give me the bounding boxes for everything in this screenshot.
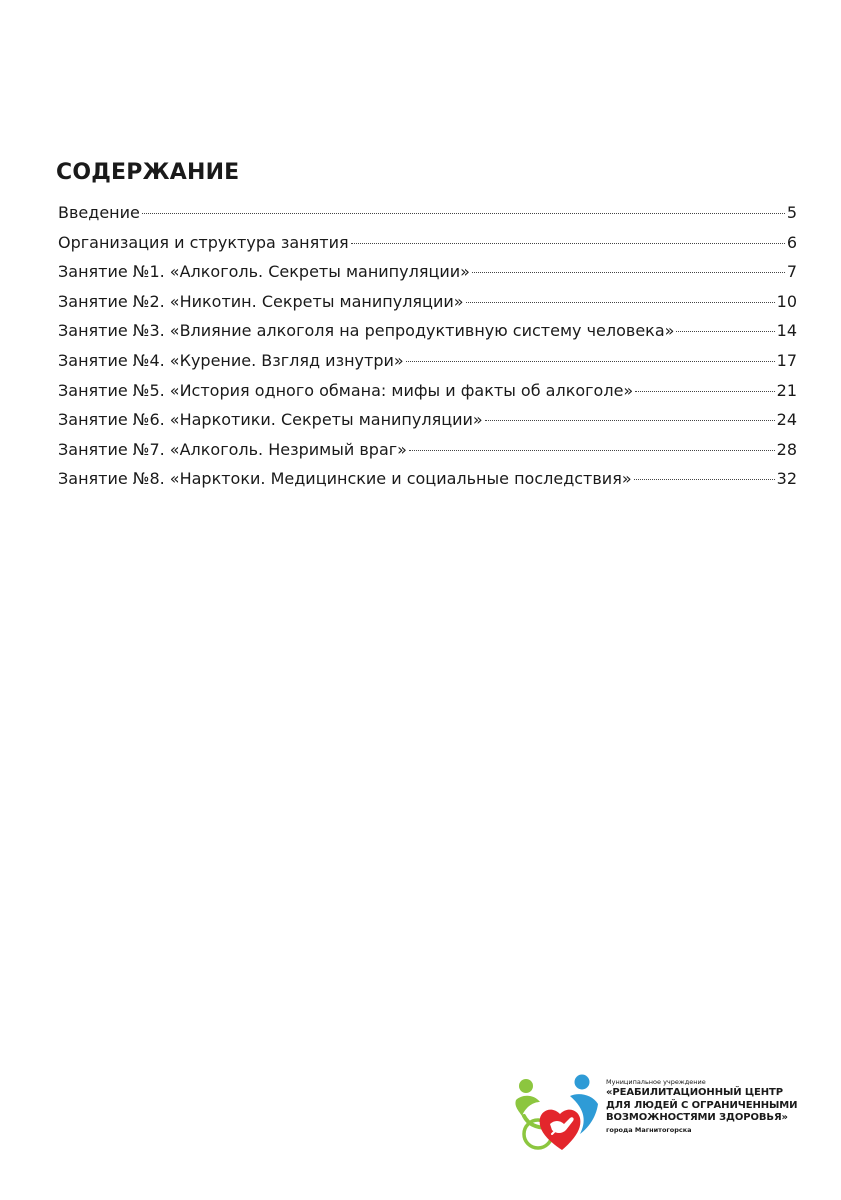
toc-entry-page: 24	[776, 410, 797, 430]
logo-name-line: «РЕАБИЛИТАЦИОННЫЙ ЦЕНТР	[606, 1087, 784, 1098]
toc-entry[interactable]	[58, 316, 797, 346]
toc-dot-leader	[635, 391, 774, 392]
logo-name-line: ДЛЯ ЛЮДЕЙ С ОГРАНИЧЕННЫМИ	[606, 1099, 798, 1111]
toc-title: СОДЕРЖАНИЕ	[56, 160, 240, 185]
logo-org-type: Муниципальное учреждение	[606, 1078, 706, 1086]
toc-dot-leader	[634, 479, 775, 480]
toc-entry-label: Занятие №5. «История одного обмана: мифы и факты об алкоголе»	[58, 380, 634, 400]
toc-dot-leader	[142, 213, 785, 214]
toc-entry[interactable]	[58, 405, 797, 435]
toc-entry-page: 10	[776, 291, 797, 311]
toc-entry-page: 21	[776, 380, 797, 400]
toc-entry[interactable]	[58, 257, 797, 287]
toc-entry[interactable]	[58, 198, 797, 228]
toc-entry[interactable]	[58, 435, 797, 465]
logo-name-line: ВОЗМОЖНОСТЯМИ ЗДОРОВЬЯ»	[606, 1112, 788, 1123]
toc-dot-leader	[409, 450, 775, 451]
toc-entry[interactable]	[58, 464, 797, 494]
toc-entry-label: Занятие №4. «Курение. Взгляд изнутри»	[58, 350, 404, 370]
toc-entry[interactable]	[58, 287, 797, 317]
toc-dot-leader	[466, 302, 775, 303]
toc-dot-leader	[676, 331, 774, 332]
toc-list	[58, 198, 797, 494]
toc-entry-page: 14	[776, 321, 797, 341]
toc-entry-page: 7	[786, 262, 797, 282]
toc-entry-label: Занятие №1. «Алкоголь. Секреты манипуляции»	[58, 262, 470, 282]
toc-entry-page: 5	[786, 203, 797, 222]
toc-entry-page: 32	[776, 469, 797, 489]
toc-entry-label: Занятие №7. «Алкоголь. Незримый враг»	[58, 439, 407, 459]
toc-entry-label: Занятие №2. «Никотин. Секреты манипуляции»	[58, 291, 464, 311]
toc-entry[interactable]	[58, 228, 797, 258]
toc-entry-label: Введение	[58, 203, 140, 222]
toc-entry-label: Занятие №3. «Влияние алкоголя на репродуктивную систему человека»	[58, 321, 675, 341]
logo-city: города Магнитогорска	[606, 1125, 692, 1134]
rehab-center-logo-icon	[512, 1072, 602, 1154]
toc-entry[interactable]	[58, 376, 797, 406]
logo-text-block	[606, 1078, 806, 1135]
toc-entry-label: Организация и структура занятия	[58, 232, 349, 252]
toc-entry-page: 6	[786, 232, 797, 252]
toc-entry[interactable]	[58, 346, 797, 376]
toc-dot-leader	[351, 243, 785, 244]
toc-dot-leader	[406, 361, 775, 362]
toc-entry-page: 17	[776, 350, 797, 370]
toc-entry-label: Занятие №8. «Нарктоки. Медицинские и социальные последствия»	[58, 469, 632, 489]
toc-entry-page: 28	[776, 439, 797, 459]
toc-dot-leader	[485, 420, 775, 421]
toc-dot-leader	[472, 272, 785, 273]
organization-logo	[512, 1068, 802, 1158]
toc-entry-label: Занятие №6. «Наркотики. Секреты манипуляции»	[58, 410, 483, 430]
